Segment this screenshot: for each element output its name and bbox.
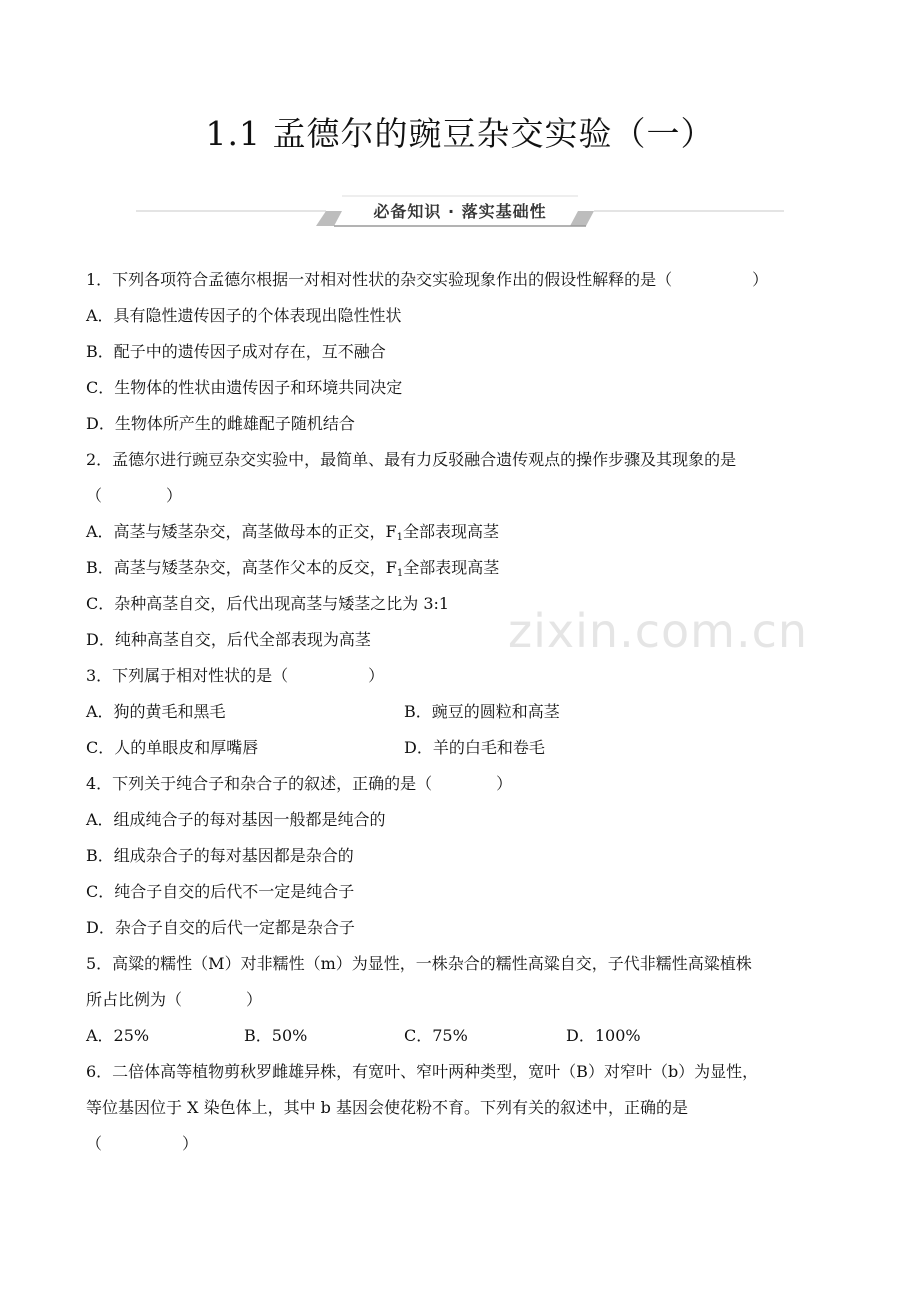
q4-option-a: A．组成纯合子的每对基因一般都是纯合的 bbox=[86, 810, 386, 829]
q5-option-d: D．100% bbox=[566, 1026, 641, 1045]
q2-option-c: C．杂种高茎自交，后代出现高茎与矮茎之比为 3:1 bbox=[86, 594, 450, 613]
q3-option-d: D．羊的白毛和卷毛 bbox=[404, 738, 545, 757]
q4-option-b: B．组成杂合子的每对基因都是杂合的 bbox=[86, 846, 354, 865]
q3-stem: 3．下列属于相对性状的是（ ） bbox=[86, 666, 385, 685]
q2-option-a bbox=[86, 514, 842, 550]
q5-stem-line2: 所占比例为（ ） bbox=[86, 990, 263, 1009]
q3-options-row1 bbox=[86, 694, 842, 730]
q1-option-b: B．配子中的遗传因子成对存在，互不融合 bbox=[86, 342, 386, 361]
q2-blank: （ ） bbox=[86, 486, 183, 505]
page-title: 1.1 孟德尔的豌豆杂交实验（一） bbox=[205, 114, 715, 153]
q4-option-c: C．纯合子自交的后代不一定是纯合子 bbox=[86, 882, 355, 901]
q2-option-a-tail: 全部表现高茎 bbox=[403, 522, 500, 541]
q3-option-c: C．人的单眼皮和厚嘴唇 bbox=[86, 738, 259, 757]
section-banner bbox=[136, 192, 784, 232]
q5-stem-line1: 5．高粱的糯性（M）对非糯性（m）为显性，一株杂合的糯性高粱自交，子代非糯性高粱植株 bbox=[86, 954, 752, 973]
q3-option-a: A．狗的黄毛和黑毛 bbox=[86, 702, 226, 721]
q2-option-b bbox=[86, 550, 842, 586]
q3-options-row2 bbox=[86, 730, 842, 766]
q5-option-b: B．50% bbox=[244, 1026, 308, 1045]
question-list bbox=[86, 262, 842, 1162]
q4-stem: 4．下列关于纯合子和杂合子的叙述，正确的是（ ） bbox=[86, 774, 513, 793]
q2-option-a-sub: 1 bbox=[396, 532, 404, 543]
q1-option-c: C．生物体的性状由遗传因子和环境共同决定 bbox=[86, 378, 403, 397]
q5-option-a: A．25% bbox=[86, 1026, 150, 1045]
q6-stem-line2: 等位基因位于 X 染色体上，其中 b 基因会使花粉不育。下列有关的叙述中，正确的是 bbox=[86, 1098, 688, 1117]
watermark: zixin.com.cn bbox=[508, 604, 809, 658]
q5-options bbox=[86, 1018, 842, 1054]
q4-option-d: D．杂合子自交的后代一定都是杂合子 bbox=[86, 918, 355, 937]
q6-blank: （ ） bbox=[86, 1134, 199, 1153]
q6-stem-line1: 6．二倍体高等植物剪秋罗雌雄异株，有宽叶、窄叶两种类型，宽叶（B）对窄叶（b）为显性， bbox=[86, 1062, 759, 1081]
q5-option-c: C．75% bbox=[404, 1026, 468, 1045]
q2-option-a-text: A．高茎与矮茎杂交，高茎做母本的正交，F bbox=[86, 522, 397, 541]
q2-option-b-sub: 1 bbox=[396, 568, 404, 579]
banner-label: 必备知识 · 落实基础性 bbox=[373, 202, 547, 221]
q1-stem: 1．下列各项符合孟德尔根据一对相对性状的杂交实验现象作出的假设性解释的是（ ） bbox=[86, 270, 769, 289]
q1-option-d: D．生物体所产生的雌雄配子随机结合 bbox=[86, 414, 355, 433]
q3-option-b: B．豌豆的圆粒和高茎 bbox=[404, 702, 560, 721]
q2-option-b-tail: 全部表现高茎 bbox=[403, 558, 500, 577]
q2-stem: 2．孟德尔进行豌豆杂交实验中，最简单、最有力反驳融合遗传观点的操作步骤及其现象的是 bbox=[86, 450, 737, 469]
q2-option-d: D．纯种高茎自交，后代全部表现为高茎 bbox=[86, 630, 371, 649]
q1-option-a: A．具有隐性遗传因子的个体表现出隐性性状 bbox=[86, 306, 402, 325]
q2-option-b-text: B．高茎与矮茎杂交，高茎作父本的反交，F bbox=[86, 558, 397, 577]
